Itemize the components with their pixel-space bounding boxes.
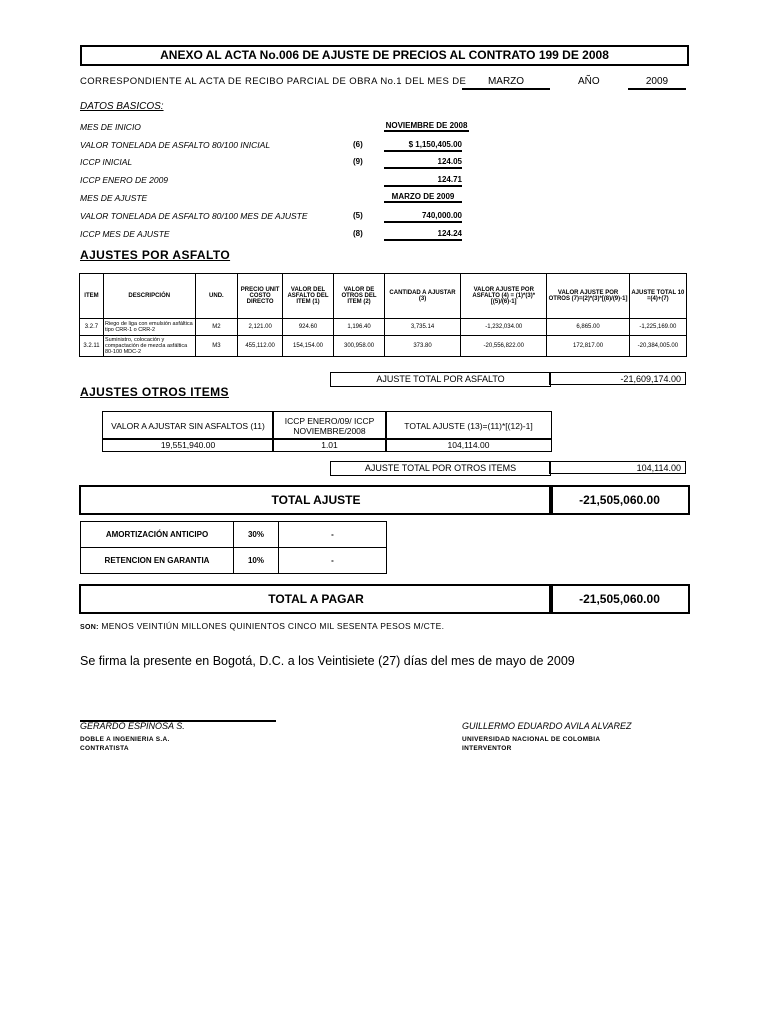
table-cell: -20,556,822.00 [461,336,547,357]
total-pagar-label: TOTAL A PAGAR [79,584,553,614]
column-header: VALOR AJUSTE POR OTROS (7)=(2)*(3)*[(8)/(9)-1] [547,274,629,319]
datos-value: 740,000.00 [384,210,462,223]
table-cell: M2 [195,319,238,336]
son-line [80,621,444,631]
column-header: PRECIO UNIT COSTO DIRECTO [238,274,283,319]
table-row [81,522,387,548]
deduction-pct: 10% [234,548,279,574]
datos-value: 124.05 [384,156,462,169]
table-cell: 373.80 [385,336,461,357]
datos-label: MES DE AJUSTE [80,193,148,203]
column-header: UND. [195,274,238,319]
table-cell: 172,817.00 [547,336,629,357]
table-cell: Riego de liga con emulsión asfáltica tipo CRR-1 o CRR-2 [103,319,195,336]
otros-value-valor: 19,551,940.00 [102,438,274,452]
document-title: ANEXO AL ACTA No.006 DE AJUSTE DE PRECIOS AL CONTRATO 199 DE 2008 [80,45,689,66]
datos-label: VALOR TONELADA DE ASFALTO 80/100 INICIAL [80,140,271,150]
column-header: DESCRIPCIÓN [103,274,195,319]
datos-value: $ 1,150,405.00 [384,139,462,152]
table-cell: 3.2.7 [80,319,104,336]
correspondence-text: CORRESPONDIENTE AL ACTA DE RECIBO PARCIAL DE OBRA No.1 DEL MES DE [80,76,467,87]
total-otros-value: 104,114.00 [549,461,686,474]
deduction-label: AMORTIZACIÓN ANTICIPO [81,522,234,548]
deduction-label: RETENCION EN GARANTIA [81,548,234,574]
table-row [80,336,687,357]
table-row [81,548,387,574]
signature-role: CONTRATISTA [80,745,129,752]
table-cell: 3,735.14 [385,319,461,336]
datos-basicos-title: DATOS BASICOS: [80,101,164,112]
table-cell: -1,232,034.00 [461,319,547,336]
datos-label: VALOR TONELADA DE ASFALTO 80/100 MES DE AJUSTE [80,211,308,221]
deduction-value: - [279,522,387,548]
datos-ref: (6) [353,140,363,149]
datos-ref: (5) [353,211,363,220]
year-label: AÑO [578,76,600,87]
deduction-pct: 30% [234,522,279,548]
total-asfalto-label: AJUSTE TOTAL POR ASFALTO [330,372,551,387]
table-cell: -20,384,005.00 [629,336,686,357]
datos-label: ICCP ENERO DE 2009 [80,175,169,185]
table-cell: 300,958.00 [334,336,385,357]
datos-value: NOVIEMBRE DE 2008 [385,121,468,130]
signature-name: GUILLERMO EDUARDO AVILA ALVAREZ [462,721,632,731]
table-header-row [80,274,687,319]
signature-name: GERARDO ESPINOSA S. [80,721,185,731]
table-cell: M3 [195,336,238,357]
datos-label: ICCP INICIAL [80,157,133,167]
son-text: MENOS VEINTIÚN MILLONES QUINIENTOS CINCO MIL SESENTA PESOS M/CTE. [101,621,445,631]
month-field: MARZO [462,75,550,90]
total-otros-label: AJUSTE TOTAL POR OTROS ITEMS [330,461,551,476]
signature-role: INTERVENTOR [462,745,512,752]
table-cell: 455,112.00 [238,336,283,357]
column-header: VALOR AJUSTE POR ASFALTO (4) = (1)*(3)*[(5)/(6)-1] [461,274,547,319]
deductions-table [80,521,387,574]
table-cell: 154,154.00 [283,336,334,357]
column-header: ITEM [80,274,104,319]
datos-ref: (8) [353,229,363,238]
year-field: 2009 [628,75,686,90]
son-prefix: SON: [80,624,99,631]
total-pagar-value: -21,505,060.00 [549,584,690,614]
datos-label: MES DE INICIO [80,122,141,132]
table-cell: 924.60 [283,319,334,336]
datos-value: 124.71 [384,174,462,187]
section-title-otros: AJUSTES OTROS ITEMS [80,385,229,399]
deduction-value: - [279,548,387,574]
otros-value-iccp: 1.01 [272,438,387,452]
table-cell: 2,121.00 [238,319,283,336]
signature-org: DOBLE A INGENIERIA S.A. [80,736,170,743]
table-cell: 3.2.11 [80,336,104,357]
column-header: AJUSTE TOTAL 10 =(4)+(7) [629,274,686,319]
total-asfalto-value: -21,609,174.00 [549,372,686,385]
table-cell: 6,865.00 [547,319,629,336]
section-title-asfalto: AJUSTES POR ASFALTO [80,248,231,262]
otros-header-valor: VALOR A AJUSTAR SIN ASFALTOS (11) [102,411,274,440]
otros-header-iccp: ICCP ENERO/09/ ICCP NOVIEMBRE/2008 [272,411,387,440]
firma-text: Se firma la presente en Bogotá, D.C. a los Veintisiete (27) días del mes de mayo de 2009 [80,654,575,668]
table-cell: -1,225,169.00 [629,319,686,336]
datos-label: ICCP MES DE AJUSTE [80,229,170,239]
datos-value: MARZO DE 2009 [384,192,462,203]
total-ajuste-value: -21,505,060.00 [549,485,690,515]
datos-ref: (9) [353,157,363,166]
table-cell: 1,196.40 [334,319,385,336]
asfalto-table [79,273,687,357]
signature-org: UNIVERSIDAD NACIONAL DE COLOMBIA [462,736,601,743]
total-ajuste-label: TOTAL AJUSTE [79,485,553,515]
otros-header-total: TOTAL AJUSTE (13)=(11)*[(12)-1] [385,411,552,440]
otros-value-total: 104,114.00 [385,438,552,452]
column-header: VALOR DE OTROS DEL ITEM (2) [334,274,385,319]
datos-value: 124.24 [384,228,462,241]
column-header: VALOR DEL ASFALTO DEL ITEM (1) [283,274,334,319]
column-header: CANTIDAD A AJUSTAR (3) [385,274,461,319]
table-cell: Suministro, colocación y compactación de mezcla asfáltica 80-100 MDC-2 [103,336,195,357]
table-row [80,319,687,336]
